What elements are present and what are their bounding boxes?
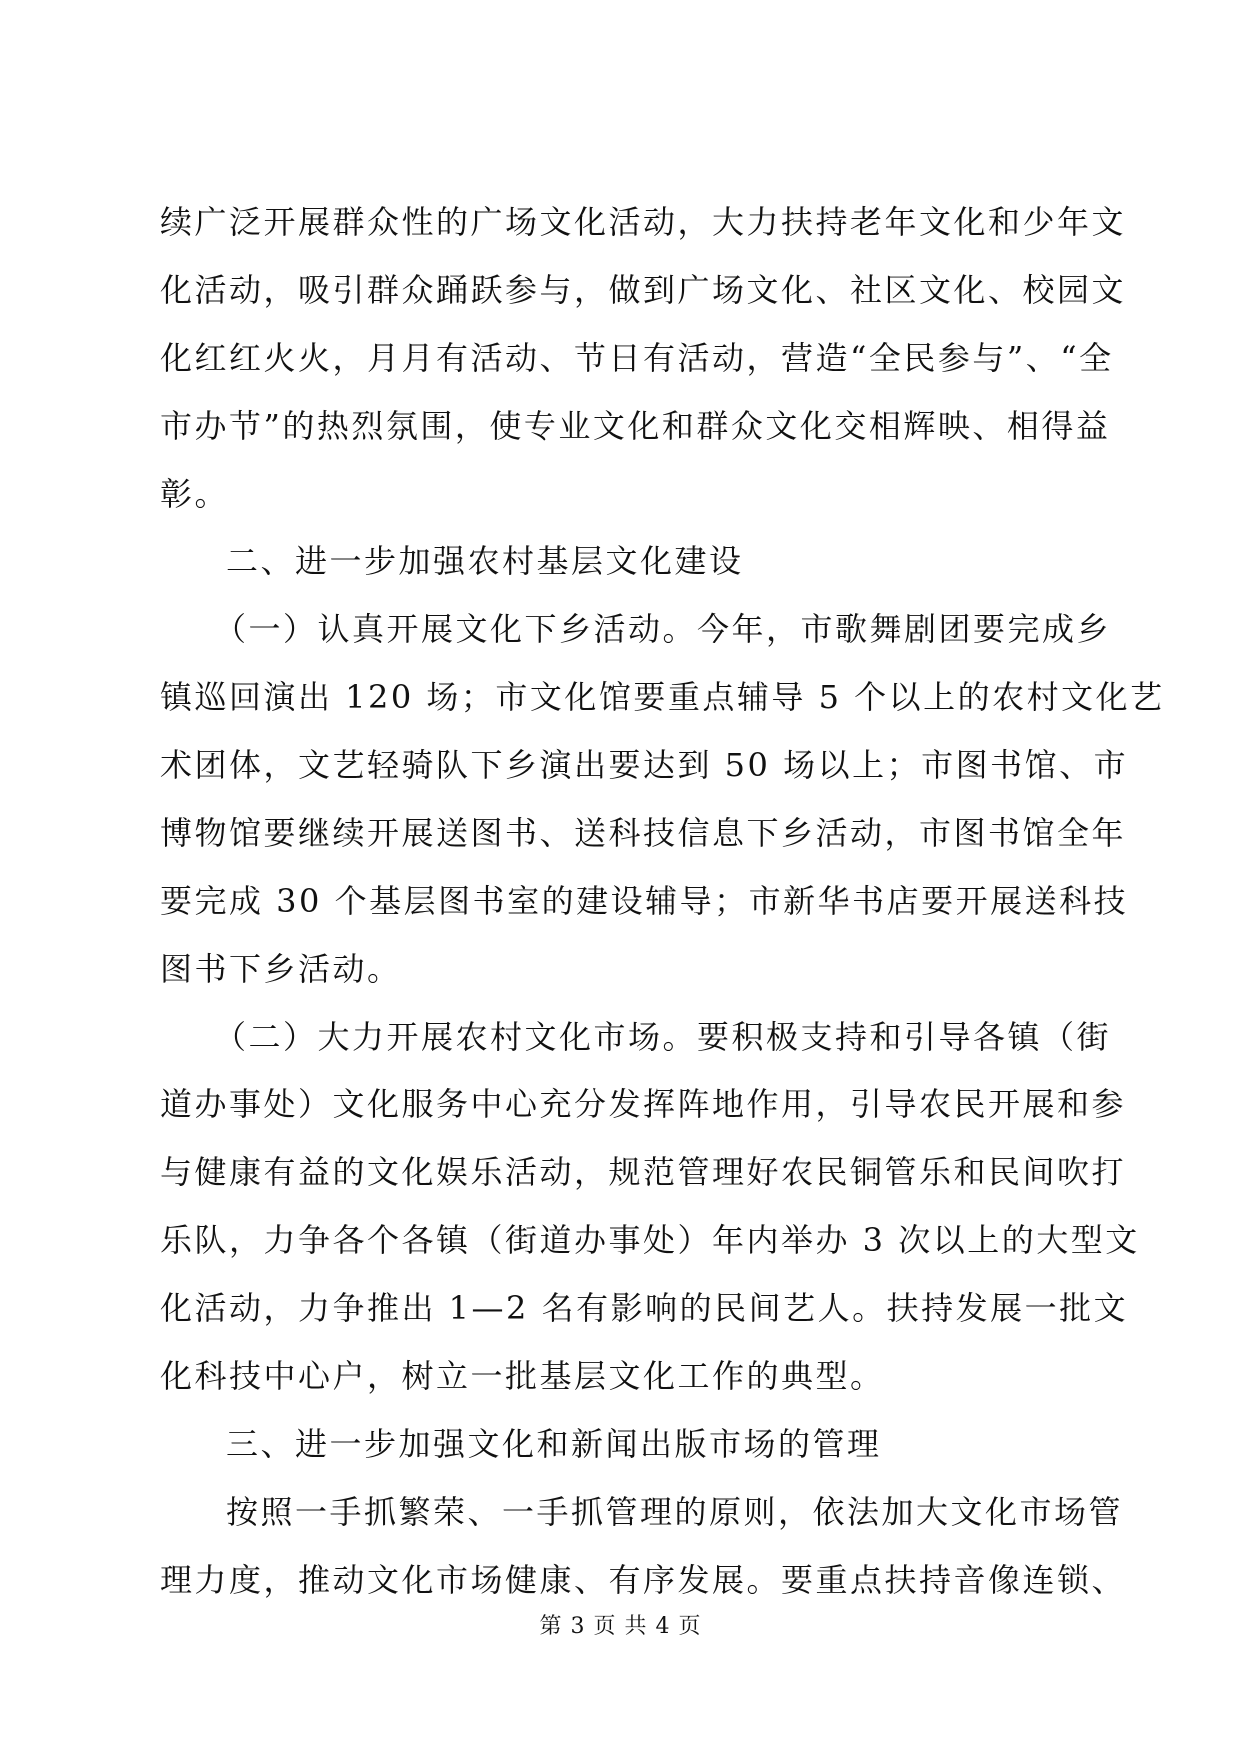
body-text-line: 市办节”的热烈氛围，使专业文化和群众文化交相辉映、相得益 <box>160 407 1111 445</box>
body-text-line: 术团体，文艺轻骑队下乡演出要达到 50 场以上；市图书馆、市 <box>160 746 1129 784</box>
body-text-line: 化活动，力争推出 1—2 名有影响的民间艺人。扶持发展一批文 <box>160 1289 1129 1327</box>
body-text-line: 化科技中心户，树立一批基层文化工作的典型。 <box>160 1357 885 1395</box>
paragraph-start: 按照一手抓繁荣、一手抓管理的原则，依法加大文化市场管 <box>226 1493 1124 1531</box>
section-heading: 二、进一步加强农村基层文化建设 <box>226 542 744 580</box>
body-text-line: 续广泛开展群众性的广场文化活动，大力扶持老年文化和少年文 <box>160 203 1127 241</box>
body-text-line: 化活动，吸引群众踊跃参与，做到广场文化、社区文化、校园文 <box>160 271 1127 309</box>
body-text-line: 乐队，力争各个各镇（街道办事处）年内举办 3 次以上的大型文 <box>160 1221 1140 1259</box>
section-heading: 三、进一步加强文化和新闻出版市场的管理 <box>226 1425 882 1463</box>
body-text-line: 彰。 <box>160 475 230 513</box>
body-text-line: 要完成 30 个基层图书室的建设辅导；市新华书店要开展送科技 <box>160 882 1129 920</box>
body-text-line: 与健康有益的文化娱乐活动，规范管理好农民铜管乐和民间吹打 <box>160 1153 1127 1191</box>
body-text-line: 化红红火火，月月有活动、节日有活动，营造“全民参与”、“全 <box>160 339 1114 377</box>
page-number-footer: 第 3 页 共 4 页 <box>539 1614 702 1639</box>
body-text-line: 博物馆要继续开展送图书、送科技信息下乡活动，市图书馆全年 <box>160 814 1127 852</box>
body-text-line: 镇巡回演出 120 场；市文化馆要重点辅导 5 个以上的农村文化艺 <box>160 678 1165 716</box>
subsection-paragraph-start: （二）大力开展农村文化市场。要积极支持和引导各镇（街 <box>214 1018 1112 1056</box>
subsection-paragraph-start: （一）认真开展文化下乡活动。今年，市歌舞剧团要完成乡 <box>214 610 1112 648</box>
body-text-line: 道办事处）文化服务中心充分发挥阵地作用，引导农民开展和参 <box>160 1085 1127 1123</box>
body-text-line: 图书下乡活动。 <box>160 950 402 988</box>
body-text-line: 理力度，推动文化市场健康、有序发展。要重点扶持音像连锁、 <box>160 1561 1127 1599</box>
